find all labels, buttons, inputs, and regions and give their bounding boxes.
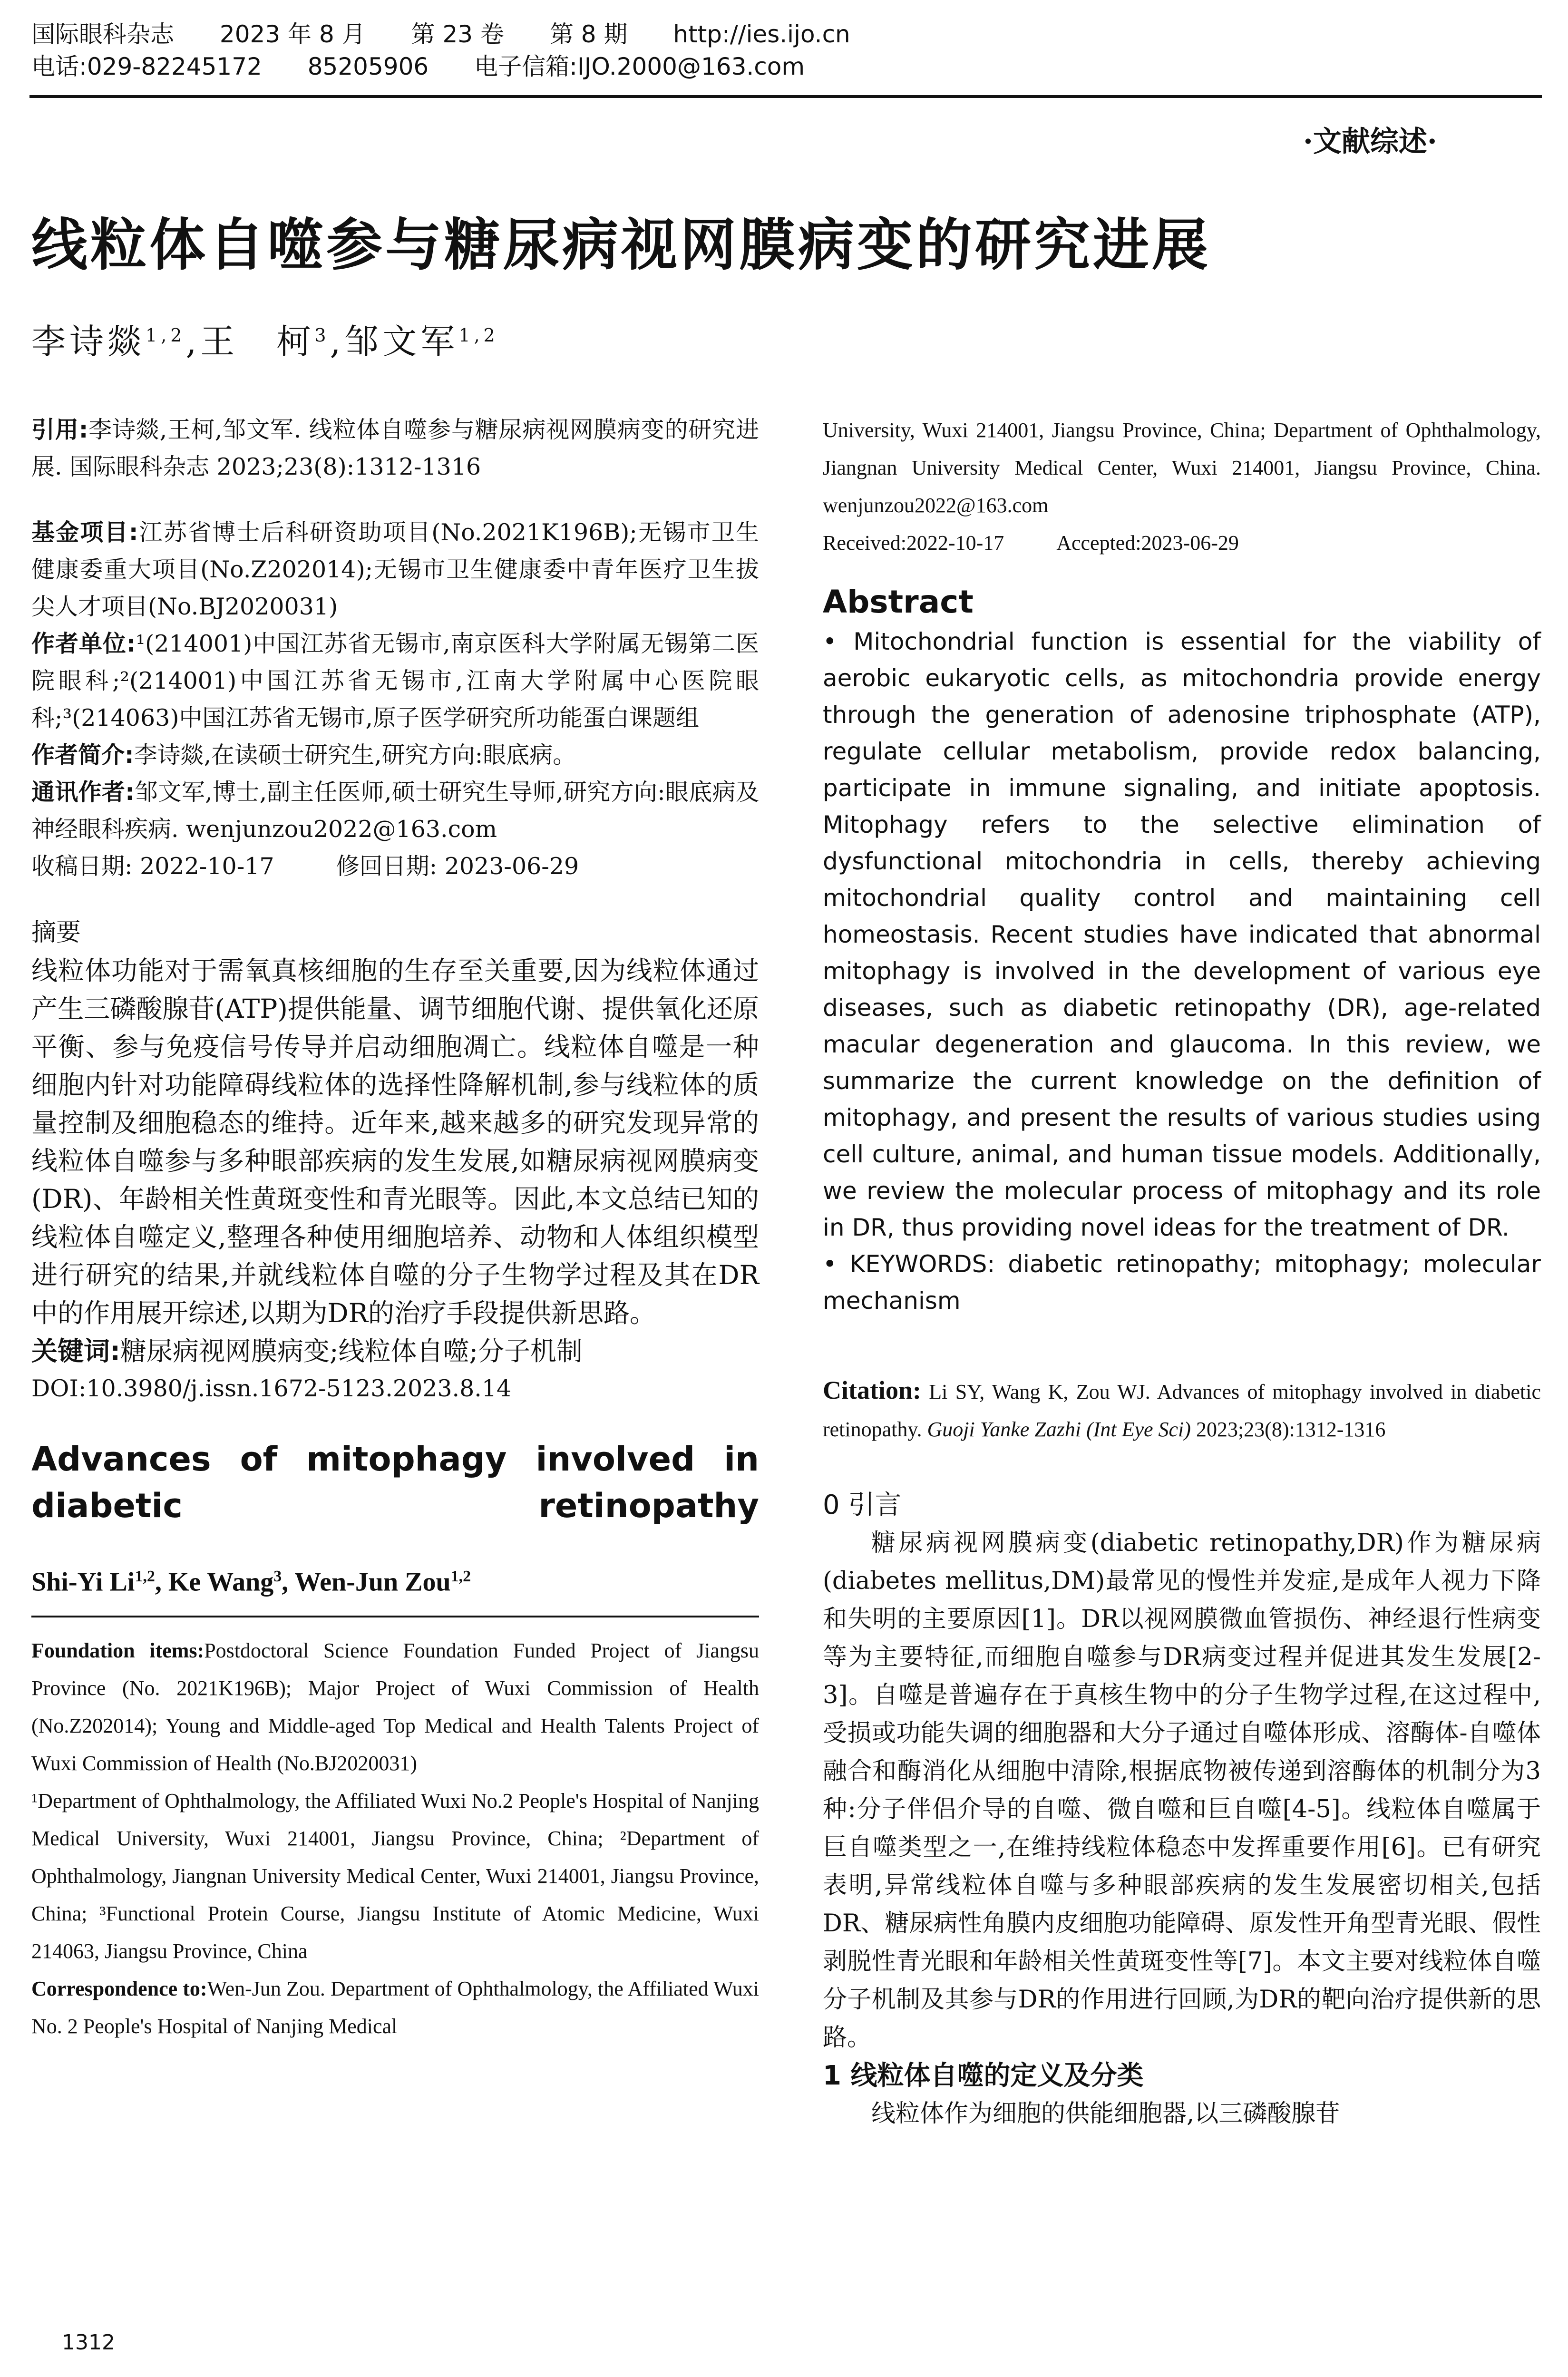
left-column	[31, 411, 759, 2045]
keywords-cn: 关键词:糖尿病视网膜病变;线粒体自噬;分子机制	[31, 1336, 583, 1366]
correspondence-en: Correspondence to:Wen-Jun Zou. Department of Ophthalmology, the Affiliated Wuxi No. 2 People's Hospital of Nanjing Medical	[31, 1977, 759, 2038]
section-1-heading: 1 线粒体自噬的定义及分类	[823, 2060, 1144, 2091]
right-column	[823, 411, 1541, 2133]
phone: 电话:029-82245172	[31, 53, 262, 80]
author-3-aff: 1,2	[458, 325, 499, 346]
author-3: ,邹文军	[330, 321, 459, 361]
fund-cn: 基金项目:江苏省博士后科研资助项目(No.2021K196B);无锡市卫生健康委重大项目(No.Z202014);无锡市卫生健康委中青年医疗卫生拔尖人才项目(No.BJ2020031)	[31, 519, 759, 620]
author-intro-cn: 作者简介:李诗燚,在读硕士研究生,研究方向:眼底病。	[31, 741, 576, 769]
issue-number: 第 8 期	[549, 20, 628, 48]
journal-url[interactable]: http://ies.ijo.cn	[673, 20, 850, 48]
abstract-en: • Mitochondrial function is essential for the viability of aerobic eukaryotic cells, as mitochondria provide energy through the generation of adenosine triphosphate (ATP), regulate cellular metabolism, provide redox balancing, participate in immune signaling, and initiate apoptosis. Mitophagy refers to the selective elimination of dysfunctional mitochondria in cells, thereby achieving mitochondrial quality control and maintaining cell homeostasis. Recent studies have indicated that abnormal mitophagy is involved in the development of various eye diseases, such as diabetic retinopathy (DR), age-related macular degeneration and glaucoma. In this review, we summarize the current knowledge on the definition of mitophagy, and present the results of various studies using cell culture, animal, and human tissue models. Additionally, we review the molecular process of mitophagy and its role in DR, thus providing novel ideas for the treatment of DR.	[823, 628, 1541, 1241]
issue-date: 2023 年 8 月	[219, 20, 366, 48]
en-authors: Shi-Yi Li$^{1,2}$, Ke Wang$^3$, Wen-Jun Zou$^{1,2}$	[31, 1567, 471, 1597]
doi[interactable]: DOI:10.3980/j.issn.1672-5123.2023.8.14	[31, 1375, 512, 1402]
running-header	[31, 18, 888, 83]
abstract-heading: Abstract	[823, 584, 974, 620]
author-2-aff: 3	[314, 325, 330, 346]
section-tag: ·文献综述·	[1303, 125, 1437, 158]
correspondence-en-cont: University, Wuxi 214001, Jiangsu Province, China; Department of Ophthalmology, Jiangnan University Medical Center, Wuxi 214001, Jiangsu Province, China. wenjunzou2022@163.com	[823, 419, 1541, 517]
section-0-heading: 0 引言	[823, 1490, 902, 1520]
section-0-body: 糖尿病视网膜病变(diabetic retinopathy,DR)作为糖尿病(diabetes mellitus,DM)最常见的慢性并发症,是成年人视力下降和失明的主要原因[1]。DR以视网膜微血管损伤、神经退行性病变等为主要特征,而细胞自噬参与DR病变过程并促进其发生发展[2-3]。自噬是普遍存在于真核生物中的分子生物学过程,在这过程中,受损或功能失调的细胞器和大分子通过自噬体形成、溶酶体-自噬体融合和酶消化从细胞中清除,根据底物被传递到溶酶体的机制分为3种:分子伴侣介导的自噬、微自噬和巨自噬[4-5]。线粒体自噬属于巨自噬类型之一,在维持线粒体稳态中发挥重要作用[6]。已有研究表明,异常线粒体自噬与多种眼部疾病的发生发展密切相关,包括DR、糖尿病性角膜内皮细胞功能障碍、原发性开角型青光眼、假性剥脱性青光眼和年龄相关性黄斑变性等[7]。本文主要对线粒体自噬分子机制及其参与DR的作用进行回顾,为DR的靶向治疗提供新的思路。	[823, 1529, 1541, 2052]
dates-en: Received:2022-10-17 Accepted:2023-06-29	[823, 531, 1239, 555]
abstract-cn: 线粒体功能对于需氧真核细胞的生存至关重要,因为线粒体通过产生三磷酸腺苷(ATP)提供能量、调节细胞代谢、提供氧化还原平衡、参与免疫信号传导并启动细胞凋亡。线粒体自噬是一种细胞内针对功能障碍线粒体的选择性降解机制,参与线粒体的质量控制及细胞稳态的维持。近年来,越来越多的研究发现异常的线粒体自噬参与多种眼部疾病的发生发展,如糖尿病视网膜病变(DR)、年龄相关性黄斑变性和青光眼等。因此,本文总结已知的线粒体自噬定义,整理各种使用细胞培养、动物和人体组织模型进行研究的结果,并就线粒体自噬的分子生物学过程及其在DR中的作用展开综述,以期为DR的治疗手段提供新思路。	[31, 955, 759, 1328]
unit-cn: 作者单位:¹(214001)中国江苏省无锡市,南京医科大学附属无锡第二医院眼科;²(214001)中国江苏省无锡市,江南大学附属中心医院眼科;³(214063)中国江苏省无锡市,原子医学研究所功能蛋白课题组	[31, 630, 759, 731]
affiliations-en: ¹Department of Ophthalmology, the Affiliated Wuxi No.2 People's Hospital of Nanjing Medical University, Wuxi 214001, Jiangsu Province, China; ²Department of Ophthalmology, Jiangnan University Medical Center, Wuxi 214001, Jiangsu Province, China; ³Functional Protein Course, Jiangsu Institute of Atomic Medicine, Wuxi 214063, Jiangsu Province, China	[31, 1789, 759, 1963]
author-1: 李诗燚	[31, 321, 146, 361]
phone-2: 85205906	[307, 53, 429, 80]
journal-name: 国际眼科杂志	[31, 20, 174, 48]
article-title: 线粒体自噬参与糖尿病视网膜病变的研究进展	[31, 212, 1211, 278]
author-1-aff: 1,2	[146, 325, 186, 346]
journal-email[interactable]: 电子信箱:IJO.2000@163.com	[474, 53, 805, 80]
abstract-cn-heading: 摘要	[31, 918, 81, 947]
page-number: 1312	[62, 2330, 115, 2355]
foundation-en: Foundation items:Postdoctoral Science Foundation Funded Project of Jiangsu Province (No. 2021K196B); Major Project of Wuxi Commission of Health (No.Z202014); Young and Middle-aged Top Medical and Health Talents Project of Wuxi Commission of Health (No.BJ2020031)	[31, 1638, 759, 1775]
en-title: Advances of mitophagy involved in diabetic retinopathy	[31, 1440, 759, 1525]
citation-cn: 引用:李诗燚,王柯,邹文军. 线粒体自噬参与糖尿病视网膜病变的研究进展. 国际眼科杂志 2023;23(8):1312-1316	[31, 416, 759, 480]
keywords-en: • KEYWORDS: diabetic retinopathy; mitophagy; molecular mechanism	[823, 1250, 1541, 1315]
author-2: ,王 柯	[185, 321, 315, 361]
author-list	[31, 314, 499, 363]
corr-cn: 通讯作者:邹文军,博士,副主任医师,硕士研究生导师,研究方向:眼底病及神经眼科疾病. wenjunzou2022@163.com	[31, 779, 759, 843]
header-rule	[29, 95, 1542, 98]
dates-cn: 收稿日期: 2022-10-17 修回日期: 2023-06-29	[31, 853, 579, 880]
section-1-body: 线粒体作为细胞的供能细胞器,以三磷酸腺苷	[871, 2100, 1340, 2128]
section-divider	[31, 1616, 759, 1617]
volume: 第 23 卷	[411, 20, 504, 48]
citation-en: Citation: Li SY, Wang K, Zou WJ. Advances of mitophagy involved in diabetic retinopathy. Guoji Yanke Zazhi (Int Eye Sci) 2023;23(8):1312-1316	[823, 1376, 1541, 1441]
